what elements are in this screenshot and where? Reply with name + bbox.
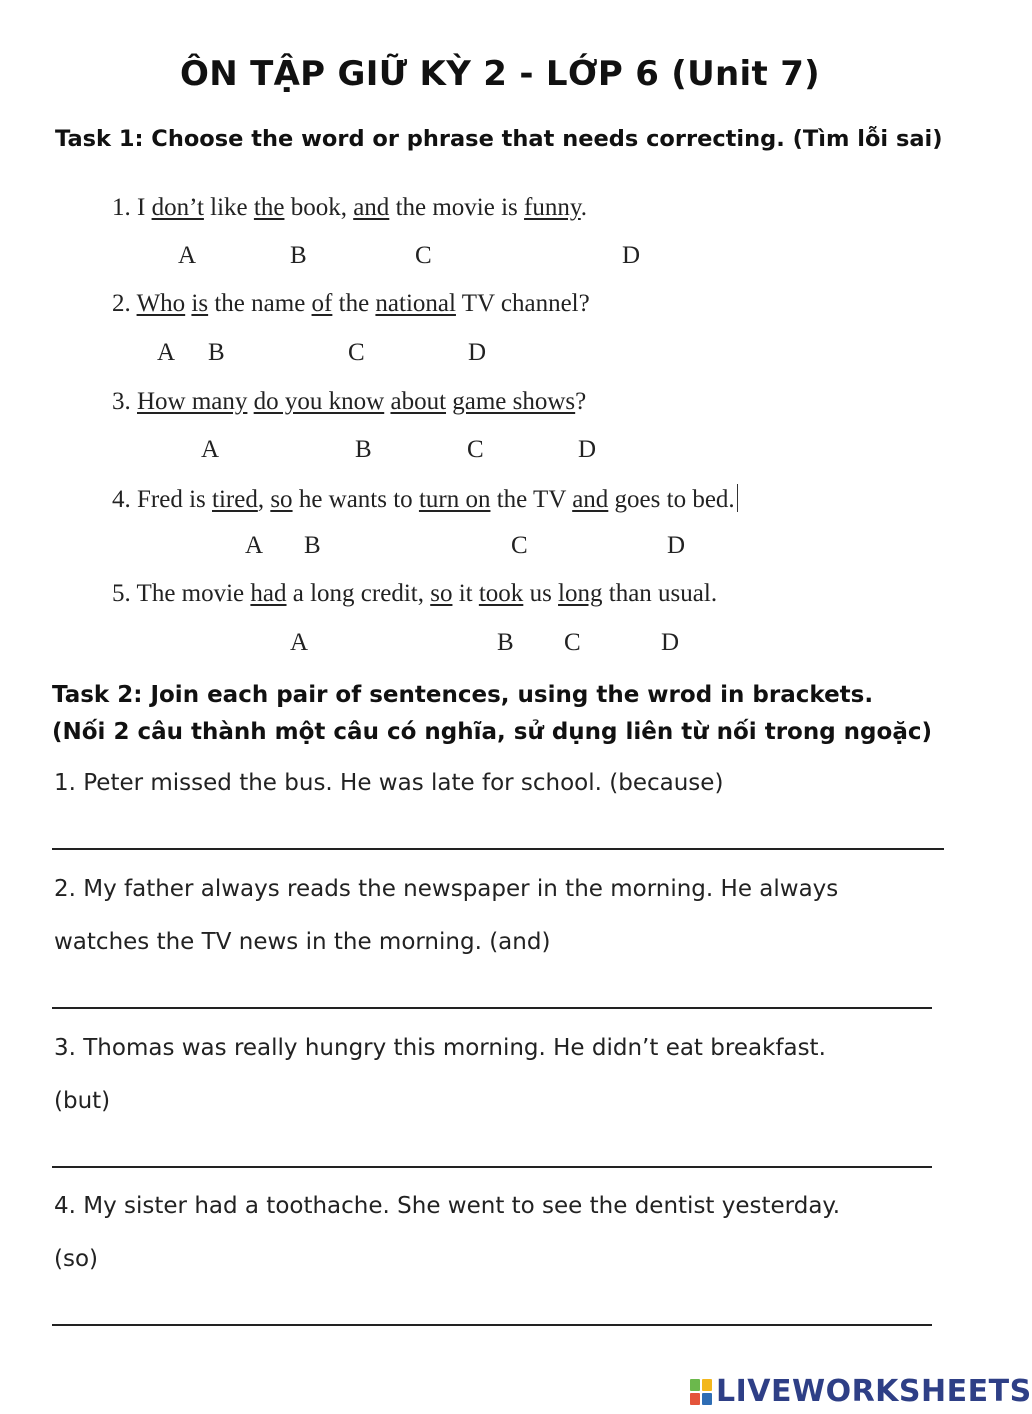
q1-text: . xyxy=(580,194,587,221)
q4-option-b[interactable]: B xyxy=(304,532,321,559)
task1-heading: Task 1: Choose the word or phrase that needs correcting. (Tìm lỗi sai) xyxy=(55,126,943,152)
q4-option-c[interactable]: C xyxy=(511,532,528,559)
q1-part-c[interactable]: and xyxy=(353,194,390,221)
q1-part-d[interactable]: funny xyxy=(524,194,581,221)
page-title: ÔN TẬP GIỮ KỲ 2 - LỚP 6 (Unit 7) xyxy=(179,54,820,94)
q2-text: TV channel? xyxy=(455,290,590,317)
task2-heading-line2: (Nối 2 câu thành một câu có nghĩa, sử dụng liên từ nối trong ngoặc) xyxy=(52,719,932,745)
q1-part-b[interactable]: the xyxy=(253,194,285,221)
q4-text: the TV xyxy=(490,486,573,513)
answer-line-4[interactable] xyxy=(52,1324,932,1326)
q5-text: than usual. xyxy=(602,580,718,607)
q4-text: he wants to xyxy=(292,486,419,513)
q2-text: the name xyxy=(208,290,312,317)
q2-text: 2. xyxy=(112,290,137,317)
task2-item-3-line2: (but) xyxy=(54,1088,111,1114)
q3-option-c[interactable]: C xyxy=(467,436,484,463)
q5-text: us xyxy=(523,580,559,607)
question-5 xyxy=(112,580,717,608)
q5-text: 5. The movie xyxy=(112,580,251,607)
text-cursor xyxy=(737,484,738,512)
q1-option-c[interactable]: C xyxy=(415,242,432,269)
q5-option-d[interactable]: D xyxy=(661,629,680,656)
task2-heading xyxy=(52,677,932,751)
q1-text: like xyxy=(203,194,254,221)
task2-item-2-line1: 2. My father always reads the newspaper in the morning. He always xyxy=(54,876,839,902)
q4-part-a[interactable]: tired xyxy=(212,486,258,513)
question-3 xyxy=(112,388,586,416)
answer-line-2[interactable] xyxy=(52,1007,932,1009)
q5-text: a long credit, xyxy=(286,580,431,607)
q3-text: ? xyxy=(575,388,587,415)
task2-heading-line1: Task 2: Join each pair of sentences, using the wrod in brackets. xyxy=(52,682,874,708)
q5-part-a[interactable]: had xyxy=(250,580,287,607)
task2-item-4-line2: (so) xyxy=(54,1246,99,1272)
q2-option-d[interactable]: D xyxy=(468,339,487,366)
q3-option-b[interactable]: B xyxy=(355,436,372,463)
q1-text: book, xyxy=(284,194,354,221)
q2-part-d[interactable]: national xyxy=(375,290,456,317)
question-2 xyxy=(112,290,590,318)
q4-part-b[interactable]: so xyxy=(270,486,293,513)
q3-part-c[interactable]: about xyxy=(390,388,447,415)
q4-text: goes to bed. xyxy=(608,486,735,513)
q2-part-b[interactable]: is xyxy=(191,290,209,317)
task2-item-3-line1: 3. Thomas was really hungry this morning. He didn’t eat breakfast. xyxy=(54,1035,826,1061)
q2-option-c[interactable]: C xyxy=(348,339,365,366)
task2-item-1-line1: 1. Peter missed the bus. He was late for school. (because) xyxy=(54,770,724,796)
q2-option-a[interactable]: A xyxy=(157,339,176,366)
q4-text: , xyxy=(257,486,271,513)
task2-item-4-line1: 4. My sister had a toothache. She went to see the dentist yesterday. xyxy=(54,1193,841,1219)
q2-part-c[interactable]: of xyxy=(311,290,333,317)
q1-part-a[interactable]: don’t xyxy=(151,194,204,221)
liveworksheets-icon xyxy=(690,1379,712,1405)
q1-option-d[interactable]: D xyxy=(622,242,641,269)
q1-option-a[interactable]: A xyxy=(178,242,197,269)
q3-part-b[interactable]: do you know xyxy=(253,388,385,415)
q4-part-d[interactable]: and xyxy=(572,486,609,513)
q5-part-b[interactable]: so xyxy=(430,580,453,607)
q2-part-a[interactable]: Who xyxy=(136,290,186,317)
question-1 xyxy=(112,194,587,222)
q5-option-c[interactable]: C xyxy=(564,629,581,656)
q3-part-a[interactable]: How many xyxy=(137,388,248,415)
q5-option-a[interactable]: A xyxy=(290,629,309,656)
q5-option-b[interactable]: B xyxy=(497,629,514,656)
q4-text: 4. Fred is xyxy=(112,486,212,513)
q3-option-d[interactable]: D xyxy=(578,436,597,463)
q3-part-d[interactable]: game shows xyxy=(452,388,576,415)
q5-part-c[interactable]: took xyxy=(478,580,524,607)
q1-text: the movie is xyxy=(389,194,525,221)
q2-option-b[interactable]: B xyxy=(208,339,225,366)
q2-text: the xyxy=(332,290,376,317)
question-4 xyxy=(112,484,738,514)
q4-option-d[interactable]: D xyxy=(667,532,686,559)
q1-option-b[interactable]: B xyxy=(290,242,307,269)
q5-text: it xyxy=(452,580,479,607)
task2-item-2-line2: watches the TV news in the morning. (and) xyxy=(54,929,551,955)
q1-text: 1. I xyxy=(112,194,152,221)
answer-line-3[interactable] xyxy=(52,1166,932,1168)
q4-option-a[interactable]: A xyxy=(245,532,264,559)
q3-text: 3. xyxy=(112,388,137,415)
q5-part-d[interactable]: long xyxy=(558,580,603,607)
q4-part-c[interactable]: turn on xyxy=(418,486,491,513)
brand-text: LIVEWORKSHEETS xyxy=(716,1374,1032,1409)
q3-option-a[interactable]: A xyxy=(201,436,220,463)
answer-line-1[interactable] xyxy=(52,848,944,850)
